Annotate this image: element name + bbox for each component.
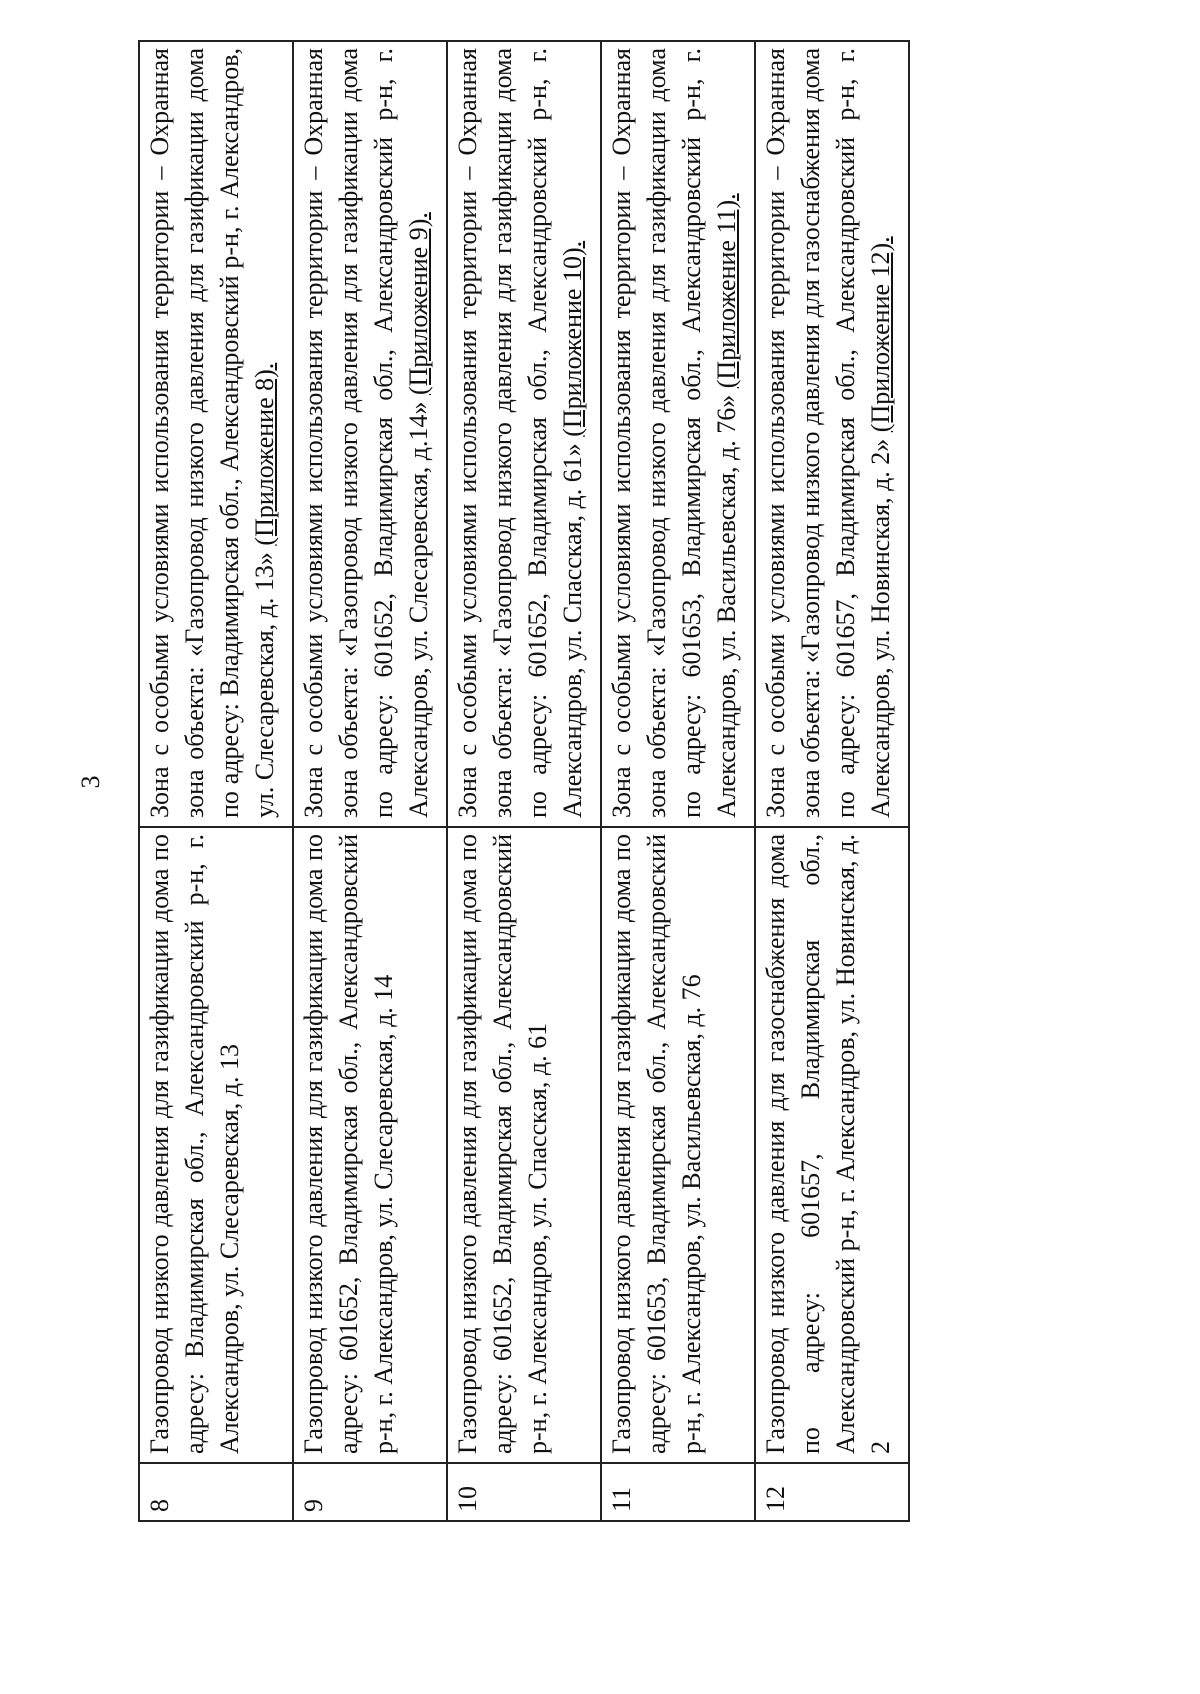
zone-text: Зона с особыми условиями использования территории – Охранная зона объекта: «Газопровод низкого давления для газификации дома по адресу: 601652, Владимирская обл., Александровский р-н, г. Александров, ул. Слесаревская, д.14» bbox=[299, 48, 433, 818]
object-description: Газопровод низкого давления для газификации дома по адресу: 601653, Владимирская обл., Александровский р-н, г. Александров, ул. Васильевская, д. 76 bbox=[601, 827, 755, 1463]
table-row bbox=[447, 41, 601, 1521]
zone-description bbox=[447, 41, 601, 827]
page-number: 3 bbox=[76, 775, 105, 789]
table-row bbox=[601, 41, 755, 1521]
zone-text: Зона с особыми условиями использования территории – Охранная зона объекта: «Газопровод низкого давления для газификации дома по адресу: Владимирская обл., Александровский р-н, г. Александров, ул. Слесаревская, д. 13» bbox=[145, 48, 279, 818]
gas-pipeline-table bbox=[138, 40, 910, 1522]
zone-description bbox=[139, 41, 293, 827]
appendix-reference: (Приложение 9). bbox=[404, 212, 433, 395]
table-row bbox=[293, 41, 447, 1521]
zone-description bbox=[601, 41, 755, 827]
table-row bbox=[139, 41, 293, 1521]
rotated-page-content bbox=[76, 42, 968, 1522]
row-number: 9 bbox=[293, 1463, 447, 1521]
row-number: 10 bbox=[447, 1463, 601, 1521]
table-row bbox=[755, 41, 909, 1521]
appendix-reference: (Приложение 11). bbox=[712, 193, 741, 389]
object-description: Газопровод низкого давления для газоснабжения дома по адресу: 601657, Владимирская обл., Александровский р-н, г. Александров, ул. Новинская, д. 2 bbox=[755, 827, 909, 1463]
appendix-reference: (Приложение 12). bbox=[866, 236, 895, 433]
row-number: 8 bbox=[139, 1463, 293, 1521]
row-number: 11 bbox=[601, 1463, 755, 1521]
row-number: 12 bbox=[755, 1463, 909, 1521]
appendix-reference: (Приложение 8). bbox=[250, 362, 279, 546]
zone-text: Зона с особыми условиями использования территории – Охранная зона объекта: «Газопровод низкого давления для газификации дома по адресу: 601652, Владимирская обл., Александровский р-н, г. Александров, ул. Спасская, д. 61» bbox=[453, 48, 587, 818]
zone-text: Зона с особыми условиями использования территории – Охранная зона объекта: «Газопровод низкого давления для газификации дома по адресу: 601653, Владимирская обл., Александровский р-н, г. Александров, ул. Васильевская, д. 76» bbox=[607, 48, 741, 818]
object-description: Газопровод низкого давления для газификации дома по адресу: Владимирская обл., Александровский р-н, г. Александров, ул. Слесаревская, д. 13 bbox=[139, 827, 293, 1463]
object-description: Газопровод низкого давления для газификации дома по адресу: 601652, Владимирская обл., Александровский р-н, г. Александров, ул. Спасская, д. 61 bbox=[447, 827, 601, 1463]
object-description: Газопровод низкого давления для газификации дома по адресу: 601652, Владимирская обл., Александровский р-н, г. Александров, ул. Слесаревская, д. 14 bbox=[293, 827, 447, 1463]
appendix-reference: (Приложение 10). bbox=[558, 240, 587, 437]
zone-description bbox=[293, 41, 447, 827]
zone-text: Зона с особыми условиями использования территории – Охранная зона объекта: «Газопровод низкого давления для газоснабжения дома по адресу: 601657, Владимирская обл., Александровский р-н, г. Александров, ул. Новинская, д. 2» bbox=[761, 48, 895, 818]
zone-description bbox=[755, 41, 909, 827]
